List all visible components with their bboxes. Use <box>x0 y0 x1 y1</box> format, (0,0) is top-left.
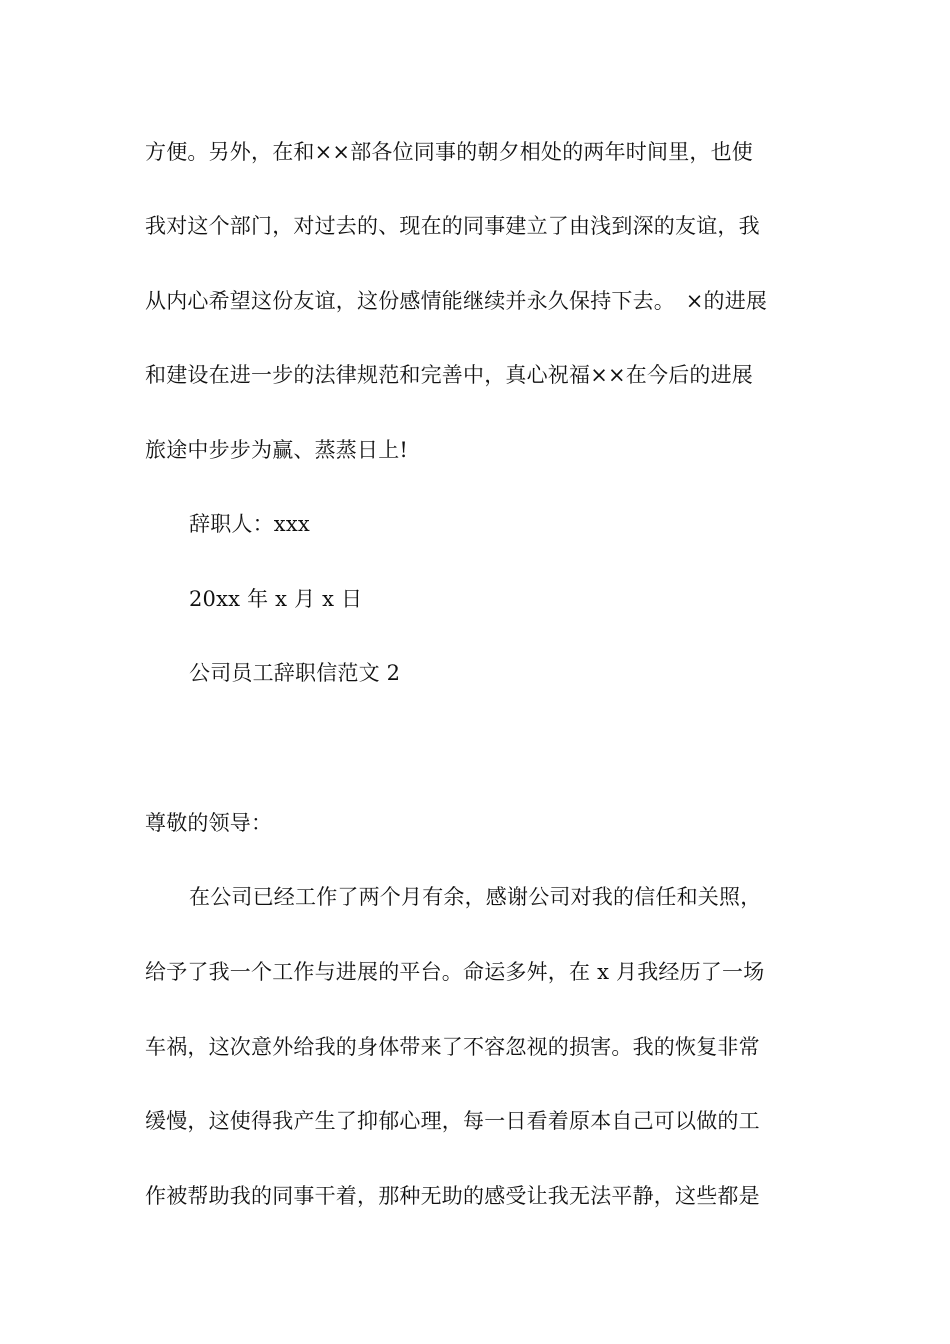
paragraph-line: 旅途中步步为赢、蒸蒸日上! <box>145 438 409 462</box>
paragraph-line: 作被帮助我的同事干着，那种无助的感受让我无法平静，这些都是 <box>145 1184 760 1208</box>
section-title: 公司员工辞职信范文 2 <box>189 661 401 685</box>
paragraph-line: 我对这个部门，对过去的、现在的同事建立了由浅到深的友谊，我 <box>145 214 760 238</box>
salutation: 尊敬的领导： <box>145 811 273 835</box>
paragraph-line: 从内心希望这份友谊，这份感情能继续并永久保持下去。 ×的进展 <box>145 289 768 313</box>
date: 20xx 年 x 月 x 日 <box>189 587 363 611</box>
paragraph-line: 缓慢，这使得我产生了抑郁心理，每一日看着原本自己可以做的工 <box>145 1109 760 1133</box>
paragraph-line: 车祸，这次意外给我的身体带来了不容忽视的损害。我的恢复非常 <box>145 1035 760 1059</box>
paragraph-line: 和建设在进一步的法律规范和完善中，真心祝福××在今后的进展 <box>145 363 753 387</box>
paragraph-line: 在公司已经工作了两个月有余，感谢公司对我的信任和关照， <box>189 885 762 909</box>
paragraph-line: 给予了我一个工作与进展的平台。命运多舛，在 x 月我经历了一场 <box>145 960 765 984</box>
paragraph-line: 方便。另外，在和××部各位同事的朝夕相处的两年时间里，也使 <box>145 140 753 164</box>
signature: 辞职人：xxx <box>189 512 310 536</box>
